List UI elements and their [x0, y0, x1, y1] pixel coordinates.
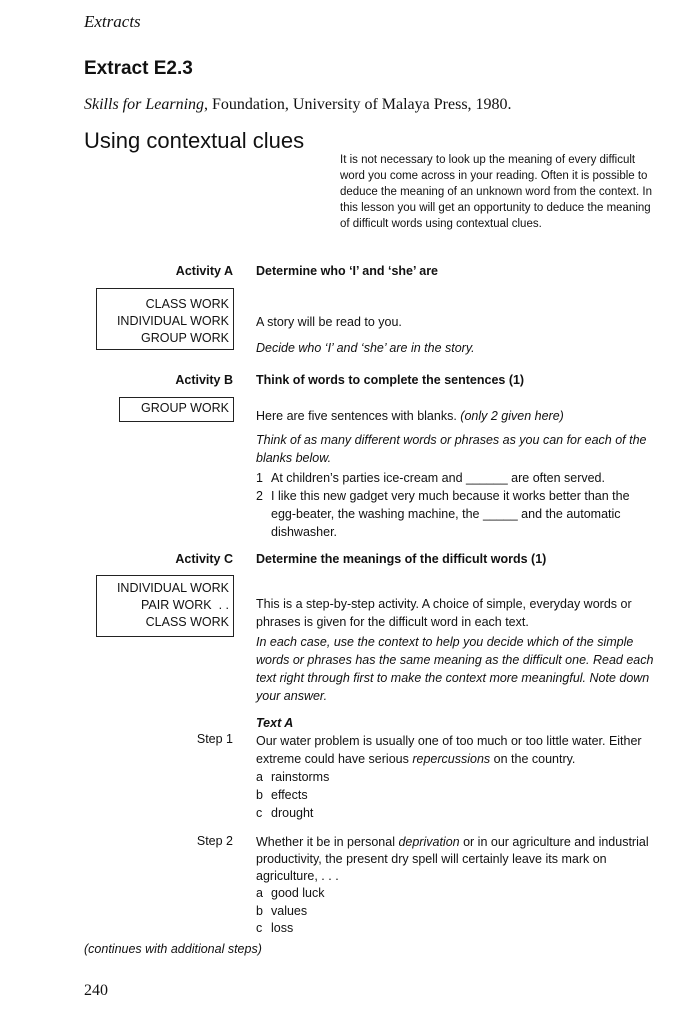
activity-b-text — [256, 407, 666, 425]
activity-a-label: Activity A — [175, 264, 233, 278]
extract-label: Extract E2.3 — [84, 58, 193, 79]
option — [256, 804, 666, 822]
option-letter: c — [256, 921, 263, 935]
text: on the country. — [490, 752, 576, 766]
option-text: good luck — [271, 886, 325, 900]
activity-a-work-modes — [96, 288, 234, 350]
activity-b-label: Activity B — [175, 373, 233, 387]
option — [256, 786, 666, 804]
citation-rest: , Foundation, University of Malaya Press, 1980. — [204, 96, 512, 113]
work-mode: INDIVIDUAL WORK — [116, 314, 229, 328]
text: Whether it be in personal — [256, 835, 399, 849]
activity-c-heading: Determine the meanings of the difficult words (1) — [256, 552, 547, 566]
text-a-label: Text A — [256, 716, 294, 730]
difficult-word: deprivation — [398, 835, 460, 849]
list-item — [256, 469, 666, 487]
intro-paragraph: It is not necessary to look up the meaning of every difficult word you come across in your reading. Often it is possible to deduce the meaning of an unknown word from the context. In this lesson you will get an opportunity to deduce the meaning of difficult words using contextual clues. — [340, 154, 652, 230]
step-2-text — [256, 834, 651, 885]
activity-a-heading: Determine who ‘I’ and ‘she’ are — [256, 264, 439, 278]
activity-a-text: A story will be read to you. — [256, 315, 402, 329]
work-mode: GROUP WORK — [141, 401, 229, 415]
page-number: 240 — [84, 982, 108, 999]
list-item — [256, 487, 666, 541]
option-text: loss — [271, 921, 294, 935]
step-1-label: Step 1 — [196, 732, 233, 746]
step-2-label: Step 2 — [196, 834, 233, 848]
text: or in our agriculture and industrial productivity, the present dry spell will certainly leave its mark on agriculture, . . . — [256, 835, 649, 883]
text: Here are five sentences with blanks. — [256, 409, 457, 423]
option-letter: b — [256, 788, 263, 802]
item-text: I like this new gadget very much because it works better than the egg-beater, the washing machine, the _____ and the automatic dishwasher. — [271, 489, 630, 539]
item-number: 1 — [256, 471, 263, 485]
activity-c-text: This is a step-by-step activity. A choice of simple, everyday words or phrases is given for the difficult word in each text. — [256, 597, 632, 629]
option-letter: a — [256, 770, 263, 784]
step-2-options — [256, 885, 666, 938]
activity-a-instruction: Decide who ‘I’ and ‘she’ are in the story. — [256, 341, 475, 355]
text: Our water problem is usually one of too much or too little water. Either extreme could have serious — [256, 734, 642, 766]
step-1-text — [256, 732, 666, 768]
option-letter: b — [256, 903, 263, 918]
citation — [84, 96, 512, 114]
option-letter: c — [256, 806, 263, 820]
option — [256, 768, 666, 786]
option-text: rainstorms — [271, 770, 330, 784]
activity-b-work-modes — [119, 397, 234, 422]
work-mode: CLASS WORK — [145, 297, 229, 311]
item-text: At children’s parties ice-cream and ______ are often served. — [271, 471, 605, 485]
activity-c-work-modes — [96, 575, 234, 637]
work-mode: CLASS WORK — [145, 615, 229, 629]
activity-b-instruction: Think of as many different words or phrases as you can for each of the blanks below. — [256, 433, 647, 465]
step-1-options — [256, 768, 666, 822]
note: (only 2 given here) — [460, 409, 564, 423]
page-title: Using contextual clues — [84, 128, 305, 153]
option-text: effects — [271, 788, 308, 802]
item-number: 2 — [256, 489, 263, 503]
work-mode: INDIVIDUAL WORK — [116, 581, 229, 595]
option-letter: a — [256, 886, 263, 900]
activity-b-heading: Think of words to complete the sentences (1) — [256, 373, 525, 387]
work-mode: GROUP WORK — [141, 331, 229, 345]
running-title: Extracts — [84, 12, 141, 31]
footer-note: (continues with additional steps) — [84, 942, 262, 956]
work-mode: PAIR WORK . . — [141, 598, 229, 612]
option — [256, 920, 666, 938]
activity-c-instruction: In each case, use the context to help you decide which of the simple words or phrases has the same meaning as the difficult one. Read each text right through first to make the context more meaningful. Note down your answer. — [256, 635, 654, 703]
option — [256, 903, 666, 921]
option — [256, 885, 666, 903]
difficult-word: repercussions — [412, 752, 491, 766]
citation-title: Skills for Learning — [84, 96, 205, 113]
option-text: drought — [271, 806, 314, 820]
activity-c-label: Activity C — [175, 552, 233, 566]
option-text: values — [271, 903, 308, 918]
